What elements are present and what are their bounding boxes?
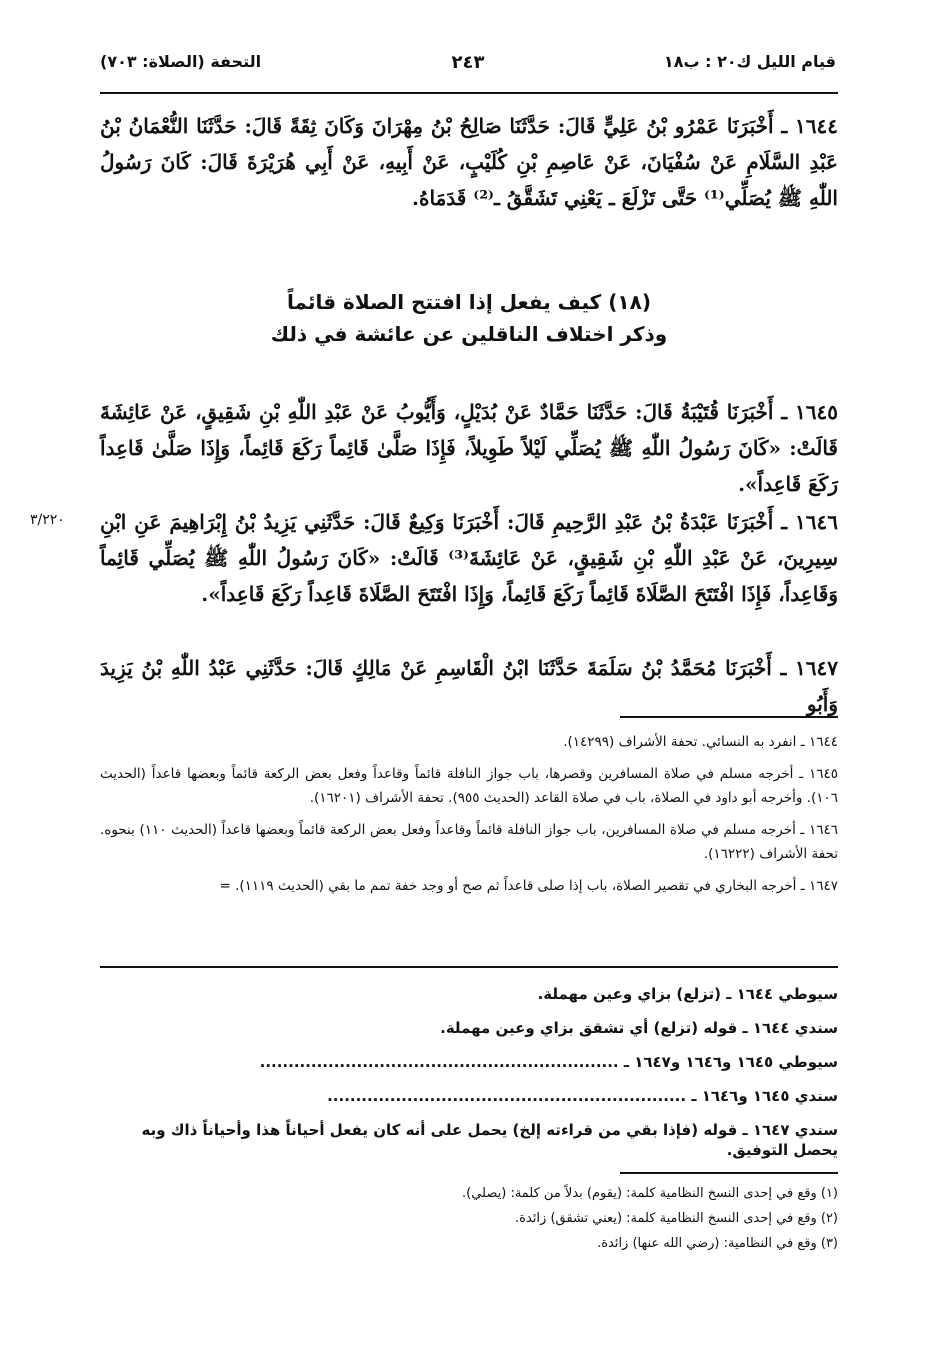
takhrij-1647: ١٦٤٧ ـ أخرجه البخاري في تقصير الصلاة، باب إذا صلى قاعداً ثم صح أو وجد خفة تمم ما بقي (الحديث ١١١٩). = xyxy=(219,878,838,894)
commentary-sindi-1645-1646 xyxy=(100,1086,838,1106)
footnote-1: (١) وقع في إحدى النسخ النظامية كلمة: (يقوم) بدلاً من كلمة: (يصلي). xyxy=(462,1186,838,1201)
chapter-heading-line-2: وذكر اختلاف الناقلين عن عائشة في ذلك xyxy=(270,322,668,346)
commentary-suyuti-1645-1647-label: سيوطي ١٦٤٥ و١٦٤٦ و١٦٤٧ ـ xyxy=(623,1053,838,1071)
running-header xyxy=(100,52,836,78)
footnote-2: (٢) وقع في إحدى النسخ النظامية كلمة: (يعني تشقق) زائدة. xyxy=(515,1211,838,1226)
hadith-1644: ١٦٤٤ ـ أَخْبَرَنَا عَمْرُو بْنُ عَلِيٍّ قَالَ: حَدَّثَنَا صَالِحُ بْنُ مِهْرَانَ وَكَانَ ثِقَةً قَالَ: حَدَّثَنَا النُّعْمَانُ بْنُ عَبْدِ السَّلَامِ عَنْ سُفْيَانَ، عَنْ عَاصِمِ بْنِ كُلَيْبٍ، عَنْ أَبِيهِ، عَنْ أَبِي هُرَيْرَةَ قَالَ: كَانَ رَسُولُ اللّٰهِ ﷺ يُصَلِّي⁽¹⁾ حَتَّى تَزْلَعَ ـ يَعْنِي تَشَقَّقُ ـ⁽²⁾ قَدَمَاهُ. xyxy=(100,114,838,210)
commentary-suyuti-1644: سيوطي ١٦٤٤ ـ (تزلع) بزاي وعين مهملة. xyxy=(537,985,838,1003)
commentary-suyuti-1645-1647 xyxy=(100,1052,838,1072)
takhrij-notes xyxy=(100,730,838,898)
leader-dots: ............................................................... xyxy=(327,1087,687,1105)
commentary-section xyxy=(100,984,838,1160)
commentary-sindi-1645-1646-label: سندي ١٦٤٥ و١٦٤٦ ـ xyxy=(691,1087,838,1105)
commentary-sindi-1644: سندي ١٦٤٤ ـ قوله (تزلع) أي تشقق بزاي وعين مهملة. xyxy=(440,1019,838,1037)
takhrij-1645: ١٦٤٥ ـ أخرجه مسلم في صلاة المسافرين وقصرها، باب جواز النافلة قائماً وقاعداً وفعل بعض الركعة قائماً وبعضها قاعداً (الحديث ١٠٦). وأخرجه أبو داود في الصلاة، باب في صلاة القاعد (الحديث ٩٥٥). تحفة الأشراف (١٦٢٠١). xyxy=(100,766,838,806)
hadith-1646: ١٦٤٦ ـ أَخْبَرَنَا عَبْدَةُ بْنُ عَبْدِ الرَّحِيمِ قَالَ: أَخْبَرَنَا وَكِيعٌ قَالَ: حَدَّثَنِي يَزِيدُ بْنُ إِبْرَاهِيمَ عَنِ ابْنِ سِيرِينَ، عَنْ عَبْدِ اللّٰهِ بْنِ شَقِيقٍ، عَنْ عَائِشَةَ⁽³⁾ قَالَتْ: «كَانَ رَسُولُ اللّٰهِ ﷺ يُصَلِّي قَائِماً وَقَاعِداً، فَإِذَا افْتَتَحَ الصَّلَاةَ قَائِماً رَكَعَ قَائِماً، وَإِذَا افْتَتَحَ الصَّلَاةَ قَاعِداً رَكَعَ قَاعِداً». xyxy=(100,510,839,606)
commentary-rule xyxy=(100,966,838,968)
leader-dots: ............................................................... xyxy=(259,1053,619,1071)
footnotes xyxy=(100,1184,838,1253)
hadith-1647: ١٦٤٧ ـ أَخْبَرَنَا مُحَمَّدُ بْنُ سَلَمَةَ حَدَّثَنَا ابْنُ الْقَاسِمِ عَنْ مَالِكٍ قَالَ: حَدَّثَنِي عَبْدُ اللّٰهِ بْنُ يَزِيدَ وَأَبُو xyxy=(100,656,838,716)
takhrij-1646: ١٦٤٦ ـ أخرجه مسلم في صلاة المسافرين، باب جواز النافلة قائماً وقاعداً وفعل بعض الركعة قائماً وبعضها قاعداً (الحديث ١١٠) بنحوه. تحفة الأشراف (١٦٢٢٢). xyxy=(100,822,838,862)
chapter-heading xyxy=(100,286,838,350)
hadith-1645: ١٦٤٥ ـ أَخْبَرَنَا قُتَيْبَةُ قَالَ: حَدَّثَنَا حَمَّادٌ عَنْ بُدَيْلٍ، وَأَيُّوبُ عَنْ عَبْدِ اللّٰهِ بْنِ شَقِيقٍ، عَنْ عَائِشَةَ قَالَتْ: «كَانَ رَسُولُ اللّٰهِ ﷺ يُصَلِّي لَيْلاً طَوِيلاً، فَإِذَا صَلَّىٰ قَائِماً رَكَعَ قَائِماً، وَإِذَا صَلَّىٰ قَاعِداً رَكَعَ قَاعِداً». xyxy=(100,400,838,496)
margin-volume-ref: ٣/٢٢٠ xyxy=(30,512,65,528)
chapter-heading-line-1: (١٨) كيف يفعل إذا افتتح الصلاة قائماً xyxy=(287,290,651,314)
footnote-3: (٣) وقع في النظامية: (رضي الله عنها) زائدة. xyxy=(597,1236,838,1251)
header-rule xyxy=(100,92,838,94)
header-book-title: قيام الليل ك٢٠ : ب١٨ xyxy=(663,52,836,71)
footnote-rule xyxy=(620,1172,838,1174)
takhrij-1644: ١٦٤٤ ـ انفرد به النسائي. تحفة الأشراف (١٤٢٩٩). xyxy=(563,734,838,750)
header-tuhfa-ref: التحفة (الصلاة: ٧٠٣) xyxy=(100,52,262,71)
takhrij-rule xyxy=(620,716,838,718)
commentary-sindi-1647: سندي ١٦٤٧ ـ قوله (فإذا بقي من قراءته إلخ) يحمل على أنه كان يفعل أحياناً هذا وأحياناً ذاك وبه يحصل التوفيق. xyxy=(141,1121,838,1159)
page-number: ٢٤٣ xyxy=(451,52,485,73)
